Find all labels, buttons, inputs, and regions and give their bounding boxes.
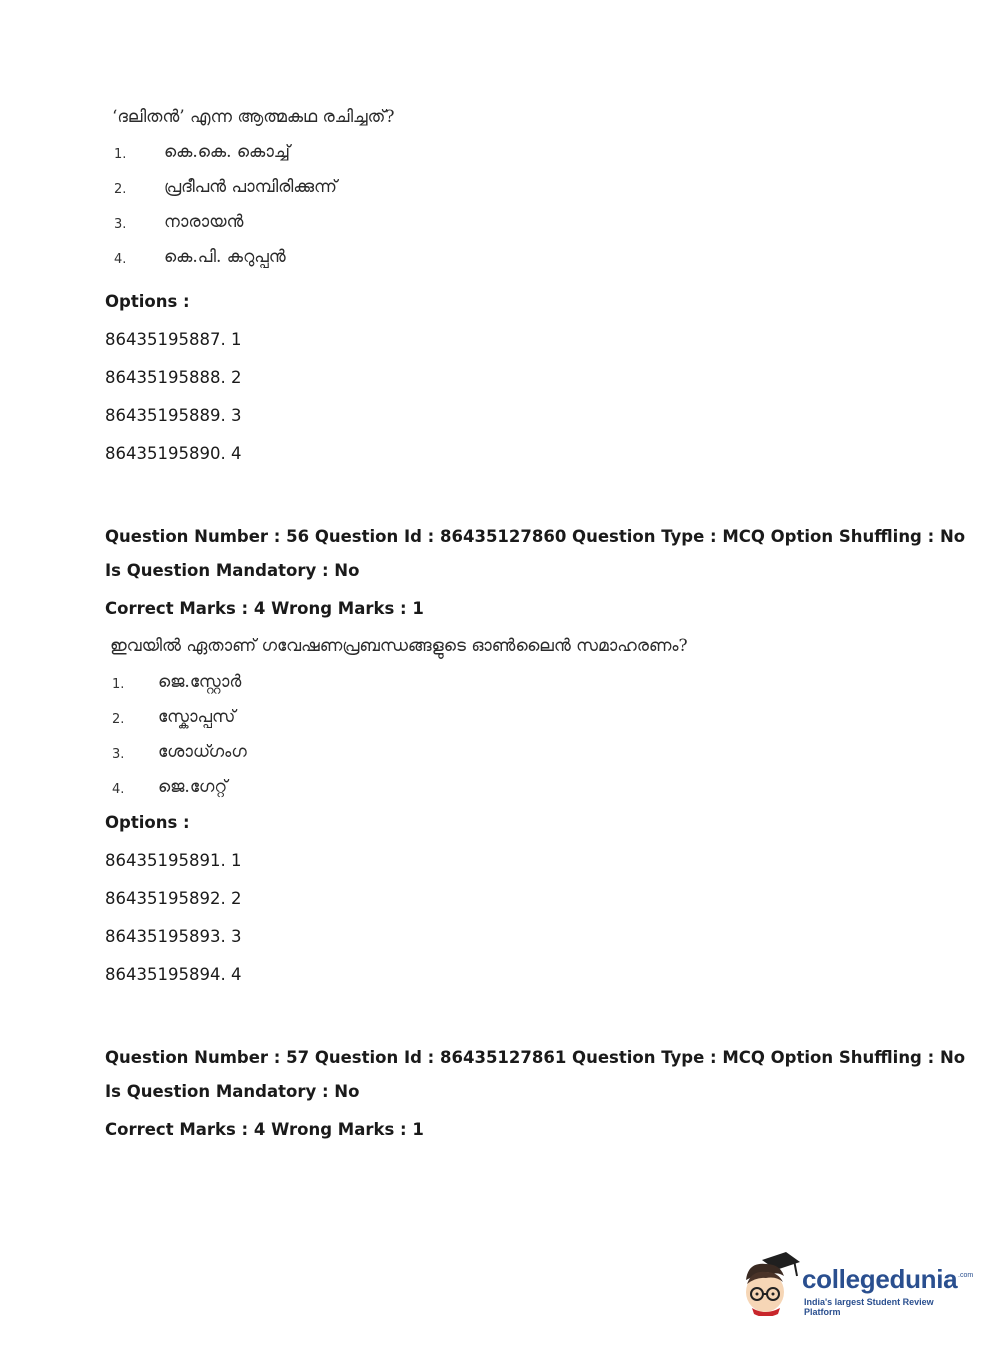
- question-header: Question Number : 56 Question Id : 86435127860 Question Type : MCQ Option Shuffling : No: [105, 527, 966, 546]
- question-header: Question Number : 57 Question Id : 86435127861 Question Type : MCQ Option Shuffling : No: [105, 1048, 966, 1067]
- question-marks: Correct Marks : 4 Wrong Marks : 1: [105, 1120, 424, 1139]
- question-text: ഇവയിൽ ഏതാണ് ഗവേഷണപ്രബന്ധങ്ങളുടെ ഓൺലൈൻ സമാഹരണം?: [110, 636, 688, 656]
- option-line: 86435195890. 4: [105, 444, 242, 463]
- option-line: 86435195889. 3: [105, 406, 242, 425]
- choice-text: ജെ.സ്റ്റോർ: [158, 672, 242, 692]
- question-mandatory: Is Question Mandatory : No: [105, 1082, 360, 1101]
- choice-number: 4.: [114, 252, 127, 267]
- choice-number: 1.: [114, 147, 127, 162]
- choice-number: 2.: [114, 182, 127, 197]
- question-mandatory: Is Question Mandatory : No: [105, 561, 360, 580]
- choice-text: സ്കോപ്പസ്: [158, 707, 236, 727]
- choice-text: പ്രദീപൻ പാമ്പിരിക്കുന്ന്: [164, 177, 337, 197]
- choice-number: 2.: [112, 712, 125, 727]
- option-line: 86435195887. 1: [105, 330, 242, 349]
- option-line: 86435195893. 3: [105, 927, 242, 946]
- choice-number: 3.: [112, 747, 125, 762]
- question-marks: Correct Marks : 4 Wrong Marks : 1: [105, 599, 424, 618]
- choice-number: 4.: [112, 782, 125, 797]
- logo-tagline: India's largest Student Review Platform: [804, 1297, 934, 1317]
- collegedunia-logo: [742, 1250, 972, 1320]
- choice-number: 1.: [112, 677, 125, 692]
- choice-number: 3.: [114, 217, 127, 232]
- choice-text: ശോധ്ഗംഗ: [158, 742, 247, 762]
- logo-domain-suffix: .com: [958, 1272, 974, 1279]
- mascot-icon: [742, 1250, 802, 1316]
- option-line: 86435195891. 1: [105, 851, 242, 870]
- choice-text: കെ.പി. കറുപ്പൻ: [164, 247, 286, 267]
- question-text: ‘ദലിതൻ’ എന്ന ആത്മകഥ രചിച്ചത്?: [112, 107, 395, 127]
- choice-text: നാരായൻ: [164, 212, 244, 232]
- logo-wordmark: collegedunia: [802, 1264, 958, 1294]
- option-line: 86435195888. 2: [105, 368, 242, 387]
- options-label: Options :: [105, 813, 190, 832]
- option-line: 86435195892. 2: [105, 889, 242, 908]
- choice-text: ജെ.ഗേറ്റ്: [158, 777, 228, 797]
- choice-text: കെ.കെ. കൊച്ച്: [164, 142, 290, 162]
- options-label: Options :: [105, 292, 190, 311]
- option-line: 86435195894. 4: [105, 965, 242, 984]
